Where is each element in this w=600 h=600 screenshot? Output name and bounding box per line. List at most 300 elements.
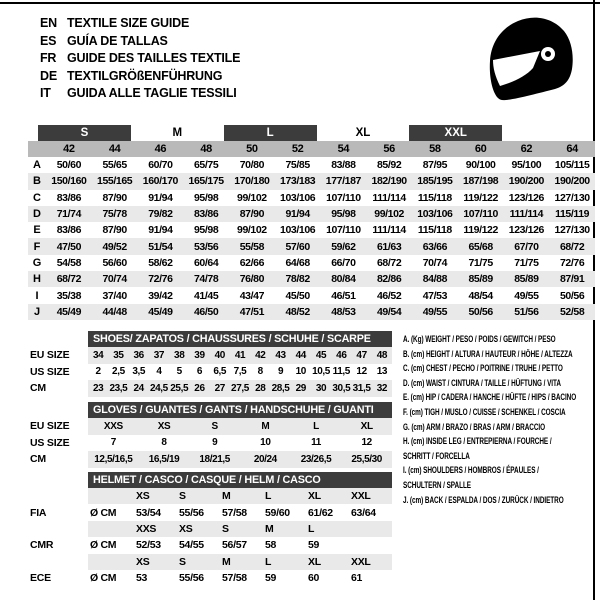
value-cell: 12,5/16,5 (94, 453, 133, 465)
measurement-cell: 74/78 (193, 273, 219, 286)
helmet-value-row (28, 570, 392, 586)
measurement-row (28, 287, 595, 303)
value-cell: 9 (212, 437, 218, 449)
helmet-value-cell: 63/64 (351, 506, 376, 519)
row-label (28, 488, 88, 504)
measurement-cell: 44/48 (102, 305, 127, 318)
row-label (28, 521, 88, 537)
helmet-size-row (28, 554, 392, 570)
measurement-cell: 177/187 (325, 175, 361, 188)
standard-label: CMR (30, 539, 54, 552)
value-cell: 23/26,5 (300, 453, 332, 465)
measurement-cell: 47/50 (56, 240, 82, 253)
measurement-cell: 71/75 (468, 256, 493, 269)
measurement-cell: 95/98 (331, 208, 356, 221)
helmet-size-cell: S (222, 522, 229, 535)
size-column-header: 64 (566, 143, 578, 155)
value-cell: 2 (95, 366, 101, 378)
helmet-size-cell: M (222, 555, 231, 568)
value-cell: 10 (295, 366, 306, 378)
helmet-size-cell: XS (179, 522, 193, 535)
measurement-cell: 95/100 (511, 159, 542, 172)
size-column-header: 42 (63, 143, 75, 155)
legend-line: A. (Kg) WEIGHT / PESO / POIDS / GEWITCH / PESO (403, 334, 556, 345)
helmet-value-cell: 59 (265, 572, 277, 585)
measurement-cell: 51/54 (148, 240, 173, 253)
measurement-cell: 115/119 (555, 208, 590, 221)
value-cell: 25,5/30 (351, 453, 382, 465)
measurement-cell: 111/114 (372, 191, 406, 204)
row-values (88, 451, 392, 468)
measurement-cell: 64/68 (285, 256, 310, 269)
size-column-header: 44 (108, 143, 121, 155)
measurement-cell: 107/110 (463, 208, 498, 221)
measurement-cell: 52/58 (559, 305, 585, 318)
helmet-size-cell: XS (136, 555, 150, 568)
value-cell: XS (157, 420, 171, 432)
measurement-cell: 48/52 (285, 305, 310, 318)
helmet-value-cell: 59/60 (265, 506, 290, 519)
measurement-cell: 99/102 (237, 224, 267, 237)
measurement-cell: 57/60 (285, 240, 310, 253)
helmet-value-cell: 60 (308, 572, 320, 585)
helmet-table-title: HELMET / CASCO / CASQUE / HELM / CASCO (88, 472, 392, 488)
legend-item (403, 435, 592, 464)
measurement-cell: 87/90 (102, 224, 127, 237)
measurement-cell: 51/56 (514, 305, 539, 318)
measurement-cell: 115/118 (417, 191, 452, 204)
measurement-cell: 173/183 (280, 175, 316, 188)
value-cell: 6,5 (213, 366, 227, 378)
helmet-table (28, 472, 392, 586)
measurement-cell: 150/160 (51, 175, 87, 188)
legend-line: G. (cm) ARM / BRAZO / BRAS / ARM / BRACCIO (403, 421, 546, 433)
size-column-header: 48 (200, 143, 212, 155)
helmet-value-cell: 57/58 (222, 572, 247, 585)
row-values (88, 418, 392, 435)
value-cell: 40 (214, 349, 225, 361)
row-letter-label: I (35, 289, 39, 302)
helmet-size-cell: XL (308, 490, 321, 503)
value-cell: 24,5 (149, 382, 168, 394)
value-cell: 29 (295, 382, 306, 394)
racing-helmet-icon (477, 8, 577, 112)
measurement-row (28, 271, 595, 287)
measurement-cell: 47/53 (422, 289, 448, 302)
measurement-cell: 49/54 (376, 305, 402, 318)
value-cell: 24 (133, 382, 144, 394)
size-column-header: 60 (474, 143, 487, 155)
helmet-value-cells (88, 504, 392, 520)
helmet-size-cell: M (222, 490, 231, 503)
measurement-cell: 119/122 (463, 224, 498, 237)
value-cell: 39 (194, 349, 205, 361)
value-cell: 36 (133, 349, 144, 361)
measurement-cell: 83/88 (331, 159, 356, 172)
measurement-cell: 65/75 (193, 159, 219, 172)
measurement-cell: 56/60 (102, 256, 127, 269)
measurement-cell: 85/89 (514, 273, 539, 286)
legend-item (403, 362, 592, 377)
measurement-cell: 115/118 (417, 224, 452, 237)
row-values (88, 347, 392, 364)
size-column-header: 56 (383, 143, 395, 155)
measurement-cell: 83/86 (193, 208, 219, 221)
helmet-value-cell: 52/53 (136, 539, 161, 552)
helmet-value-cell: 57/58 (222, 506, 247, 519)
shoes-table (28, 331, 392, 397)
value-cell: S (211, 420, 218, 432)
helmet-size-row (28, 488, 392, 504)
standard-label: ECE (30, 572, 51, 585)
value-cell: 37 (153, 349, 165, 361)
measurement-row (28, 238, 595, 254)
legend-line: B. (cm) HEIGHT / ALTURA / HAUTEUR / HÖHE / ALTEZZA (403, 348, 573, 360)
standard-label: FIA (30, 506, 47, 519)
helmet-value-cell: 61/62 (308, 506, 333, 519)
measurement-cell: 46/51 (331, 289, 356, 302)
measurement-cell: 127/130 (554, 224, 590, 237)
value-cell: 30 (315, 382, 327, 394)
measurement-cell: 45/49 (148, 305, 173, 318)
legend-line: I. (cm) SHOULDERS / HOMBROS / ÉPAULES / (403, 465, 539, 477)
value-cell: 8 (257, 366, 263, 378)
value-cell: 27,5 (231, 382, 249, 394)
measurement-cell: 85/92 (376, 159, 402, 172)
measurement-cell: 107/110 (326, 224, 361, 237)
measurement-cell: 105/115 (554, 159, 590, 172)
value-cell: 10,5 (312, 366, 330, 378)
row-letter-label: A (33, 159, 41, 172)
legend-item (403, 348, 592, 363)
measurement-cell: 67/70 (514, 240, 539, 253)
diameter-unit-cell: Ø CM (90, 506, 117, 519)
table-row (28, 347, 392, 364)
row-values (88, 435, 392, 452)
measurement-cell: 95/98 (193, 191, 219, 204)
measurement-cell: 91/94 (285, 208, 310, 221)
size-group-m: M (172, 126, 183, 139)
measurement-cell: 66/70 (331, 256, 356, 269)
diameter-unit-cell: Ø CM (90, 539, 117, 552)
measurement-cell: 70/80 (239, 159, 265, 172)
value-cell: 38 (174, 349, 185, 361)
legend-line: F. (cm) TIGH / MUSLO / CUISSE / SCHENKEL / COSCIA (403, 406, 566, 418)
measurement-cell: 60/70 (148, 159, 173, 172)
language-row (40, 15, 240, 33)
language-code: IT (40, 86, 51, 101)
helmet-value-cell: 55/56 (179, 572, 204, 585)
measurement-cell: 78/82 (285, 273, 310, 286)
textile-size-table (28, 124, 595, 320)
value-cell: 7,5 (233, 366, 247, 378)
value-cell: 46 (336, 349, 347, 361)
legend-line: H. (cm) INSIDE LEG / ENTREPIERNA / FOURCHE / (403, 436, 552, 448)
gloves-table (28, 402, 392, 468)
measurement-row (28, 173, 595, 189)
row-label: EU SIZE (30, 420, 70, 433)
measurement-cell: 187/198 (463, 175, 499, 188)
value-cell: 44 (295, 349, 306, 361)
language-list (40, 15, 240, 103)
row-letter-label: D (33, 208, 41, 221)
language-row (40, 33, 240, 51)
table-row (28, 435, 392, 452)
helmet-size-cell: XXL (351, 490, 371, 503)
table-row (28, 418, 392, 435)
measurement-cell: 123/126 (508, 224, 544, 237)
measurement-cell: 83/86 (56, 224, 82, 237)
value-cell: 4 (156, 366, 162, 378)
measurement-cell: 111/114 (372, 224, 406, 237)
row-label: CM (30, 453, 46, 466)
language-title: GUIDE DES TAILLES TEXTILE (67, 51, 241, 66)
size-column-header: 52 (291, 143, 304, 155)
measurement-cell: 41/45 (193, 289, 219, 302)
value-cell: 8 (161, 437, 167, 449)
table-row (28, 364, 392, 381)
language-row (40, 85, 240, 103)
value-cell: 47 (356, 349, 367, 361)
value-cell: 31,5 (352, 382, 371, 394)
legend-item (403, 333, 592, 348)
measurement-cell: 47/51 (239, 305, 265, 318)
measurement-cell: 87/95 (422, 159, 448, 172)
value-cell: 7 (110, 437, 116, 449)
value-cell: 13 (376, 366, 388, 378)
measurement-row (28, 304, 595, 320)
measurement-cell: 72/76 (559, 256, 585, 269)
measurement-cell: 75/85 (285, 159, 310, 172)
row-label: US SIZE (30, 365, 70, 378)
value-cell: 11 (311, 437, 321, 449)
frame-top-border (0, 2, 600, 4)
legend-item (403, 377, 592, 392)
measurement-cell: 54/58 (56, 256, 82, 269)
legend-item (403, 391, 592, 406)
measurement-cell: 119/122 (463, 191, 498, 204)
measurement-cell: 48/53 (331, 305, 356, 318)
language-title: GUIDA ALLE TAGLIE TESSILI (67, 86, 237, 101)
helmet-value-cell: 56/57 (222, 539, 247, 552)
legend-item (403, 406, 592, 421)
row-label: CM (30, 382, 46, 395)
measurement-cell: 165/175 (188, 175, 224, 188)
helmet-size-cell: XL (308, 555, 321, 568)
size-group-row (20, 124, 595, 141)
language-title: TEXTILE SIZE GUIDE (67, 16, 190, 30)
measurement-cell: 63/66 (422, 240, 448, 253)
measurement-cell: 123/126 (508, 191, 544, 204)
helmet-size-cell: L (265, 490, 272, 503)
legend-line: D. (cm) WAIST / CINTURA / TAILLE / HÜFTUNG / VITA (403, 377, 561, 389)
measurement-cell: 75/78 (102, 208, 127, 221)
value-cell: 2,5 (112, 366, 125, 378)
value-cell: 28,5 (271, 382, 290, 394)
measurement-cell: 60/64 (193, 256, 219, 269)
measurement-cell: 39/42 (148, 289, 173, 302)
measurement-cell: 90/100 (465, 159, 496, 172)
value-cell: M (261, 420, 270, 432)
language-title: TEXTILGRÖßENFÜHRUNG (67, 68, 223, 83)
table-row (28, 451, 392, 468)
measurement-cell: 83/86 (56, 191, 82, 204)
measurement-cell: 87/90 (239, 208, 265, 221)
value-cell: 23,5 (109, 382, 128, 394)
value-cell: 35 (113, 349, 124, 361)
helmet-size-cell: M (265, 522, 274, 535)
measurement-cell: 46/50 (193, 305, 219, 318)
measurement-cell: 87/91 (559, 273, 585, 286)
measurement-cell: 45/50 (285, 289, 310, 302)
language-row (40, 50, 240, 68)
measurement-cell: 50/56 (468, 305, 493, 318)
helmet-value-cell: 55/56 (179, 506, 204, 519)
measurement-cell: 46/52 (376, 289, 402, 302)
value-cell: 41 (234, 349, 246, 361)
legend (403, 333, 592, 508)
legend-line: SCHULTERN / SPALLE (403, 479, 472, 491)
measurement-cell: 50/56 (559, 289, 585, 302)
helmet-value-cells (88, 537, 392, 553)
measurement-cell: 107/110 (326, 191, 361, 204)
measurement-cell: 65/68 (468, 240, 493, 253)
legend-item (403, 421, 592, 436)
measurement-cell: 82/86 (376, 273, 402, 286)
value-cell: 30,5 (332, 382, 351, 394)
measurement-cell: 68/72 (559, 240, 585, 253)
row-label: US SIZE (30, 436, 70, 449)
row-letter-label: C (33, 191, 41, 204)
measurement-cell: 79/82 (148, 208, 173, 221)
measurement-cell: 170/180 (234, 175, 270, 188)
legend-item (403, 494, 592, 509)
helmet-size-cell: XXS (136, 522, 157, 535)
value-cell: XL (360, 420, 373, 432)
measurement-cell: 99/102 (237, 191, 267, 204)
measurement-cell: 71/75 (514, 256, 539, 269)
measurement-cell: 111/114 (509, 208, 544, 221)
helmet-size-cell: XXL (351, 555, 371, 568)
measurement-cell: 182/190 (371, 175, 407, 188)
diameter-unit-cell: Ø CM (90, 572, 117, 585)
size-column-header: 58 (429, 143, 441, 155)
gloves-table-title: GLOVES / GUANTES / GANTS / HANDSCHUHE / GUANTI (88, 402, 392, 418)
value-cell: 48 (376, 349, 388, 361)
measurement-cell: 103/106 (417, 208, 453, 221)
measurement-row (28, 190, 595, 206)
helmet-value-cell: 58 (265, 539, 277, 552)
helmet-size-cell: S (179, 555, 186, 568)
value-cell: 3,5 (132, 366, 146, 378)
helmet-size-cell: XS (136, 490, 150, 503)
measurement-cell: 43/47 (239, 289, 265, 302)
measurement-cell: 35/38 (56, 289, 82, 302)
language-code: FR (40, 51, 57, 66)
size-group-s: S (38, 125, 131, 141)
legend-line: E. (cm) HIP / CADERA / HANCHE / HÜFTE / HIPS / BACINO (403, 392, 577, 404)
measurement-cell: 68/72 (376, 256, 402, 269)
measurement-cell: 49/55 (422, 305, 448, 318)
legend-line: J. (cm) BACK / ESPALDA / DOS / ZURÜCK / INDIETRO (403, 494, 564, 506)
value-cell: 45 (315, 349, 327, 361)
measurement-row (28, 157, 595, 173)
row-letter-label: B (33, 175, 41, 188)
helmet-size-cells (88, 488, 392, 504)
measurement-cell: 160/170 (142, 175, 178, 188)
helmet-value-cell: 54/55 (179, 539, 204, 552)
value-cell: 18/21,5 (199, 453, 230, 465)
measurement-row (28, 222, 595, 238)
measurement-cell: 55/65 (102, 159, 127, 172)
row-letter-label: J (33, 305, 41, 318)
size-columns-row (28, 141, 595, 157)
value-cell: 25,5 (170, 382, 189, 394)
measurement-cell: 49/52 (102, 240, 127, 253)
value-cell: 23 (92, 382, 104, 394)
helmet-value-cell: 53 (136, 572, 148, 585)
size-column-header: 62 (520, 143, 533, 155)
helmet-value-cell: 61 (351, 572, 363, 585)
legend-line: SCHRITT / FORCELLA (403, 450, 470, 462)
measurement-cell: 55/58 (239, 240, 265, 253)
helmet-size-row (28, 521, 392, 537)
row-letter-label: G (32, 256, 42, 269)
measurement-cell: 37/40 (102, 289, 127, 302)
size-column-header: 50 (246, 143, 258, 155)
row-values (88, 364, 392, 381)
size-column-header: 46 (154, 143, 167, 155)
language-row (40, 68, 240, 86)
value-cell: XXS (103, 420, 123, 432)
legend-item (403, 464, 592, 493)
measurement-cell: 76/80 (239, 273, 265, 286)
value-cell: 9 (277, 366, 284, 378)
helmet-size-cells (88, 521, 392, 537)
measurement-row (28, 206, 595, 222)
table-row (28, 380, 392, 397)
value-cell: 34 (92, 349, 104, 361)
helmet-size-cell: S (179, 490, 186, 503)
measurement-cell: 85/89 (468, 273, 493, 286)
measurement-cell: 80/84 (331, 273, 356, 286)
measurement-cell: 50/60 (56, 159, 82, 172)
language-code: EN (40, 16, 57, 30)
value-cell: 20/24 (253, 453, 277, 465)
measurement-cell: 103/106 (280, 224, 316, 237)
measurement-cell: 127/130 (554, 191, 590, 204)
measurement-cell: 49/55 (514, 289, 539, 302)
measurement-cell: 61/63 (376, 240, 402, 253)
value-cell: 16,5/19 (148, 453, 180, 465)
measurement-cell: 70/74 (102, 273, 127, 286)
shoes-table-title: SHOES/ ZAPATOS / CHAUSSURES / SCHUHE / SCARPE (88, 331, 392, 347)
row-letter-label: E (33, 224, 41, 237)
language-title: GUÍA DE TALLAS (67, 33, 168, 48)
row-values (88, 380, 392, 397)
measurement-cell: 84/88 (422, 273, 448, 286)
measurement-cell: 91/94 (148, 191, 173, 204)
measurement-cell: 95/98 (193, 224, 219, 237)
measurement-cell: 70/74 (422, 256, 448, 269)
measurement-cell: 91/94 (148, 224, 173, 237)
measurement-cell: 68/72 (56, 273, 82, 286)
measurement-cell: 72/76 (148, 273, 173, 286)
row-label: EU SIZE (30, 349, 70, 362)
measurement-cell: 103/106 (280, 191, 316, 204)
value-cell: 26 (194, 382, 205, 394)
measurement-cell: 48/54 (468, 289, 493, 302)
